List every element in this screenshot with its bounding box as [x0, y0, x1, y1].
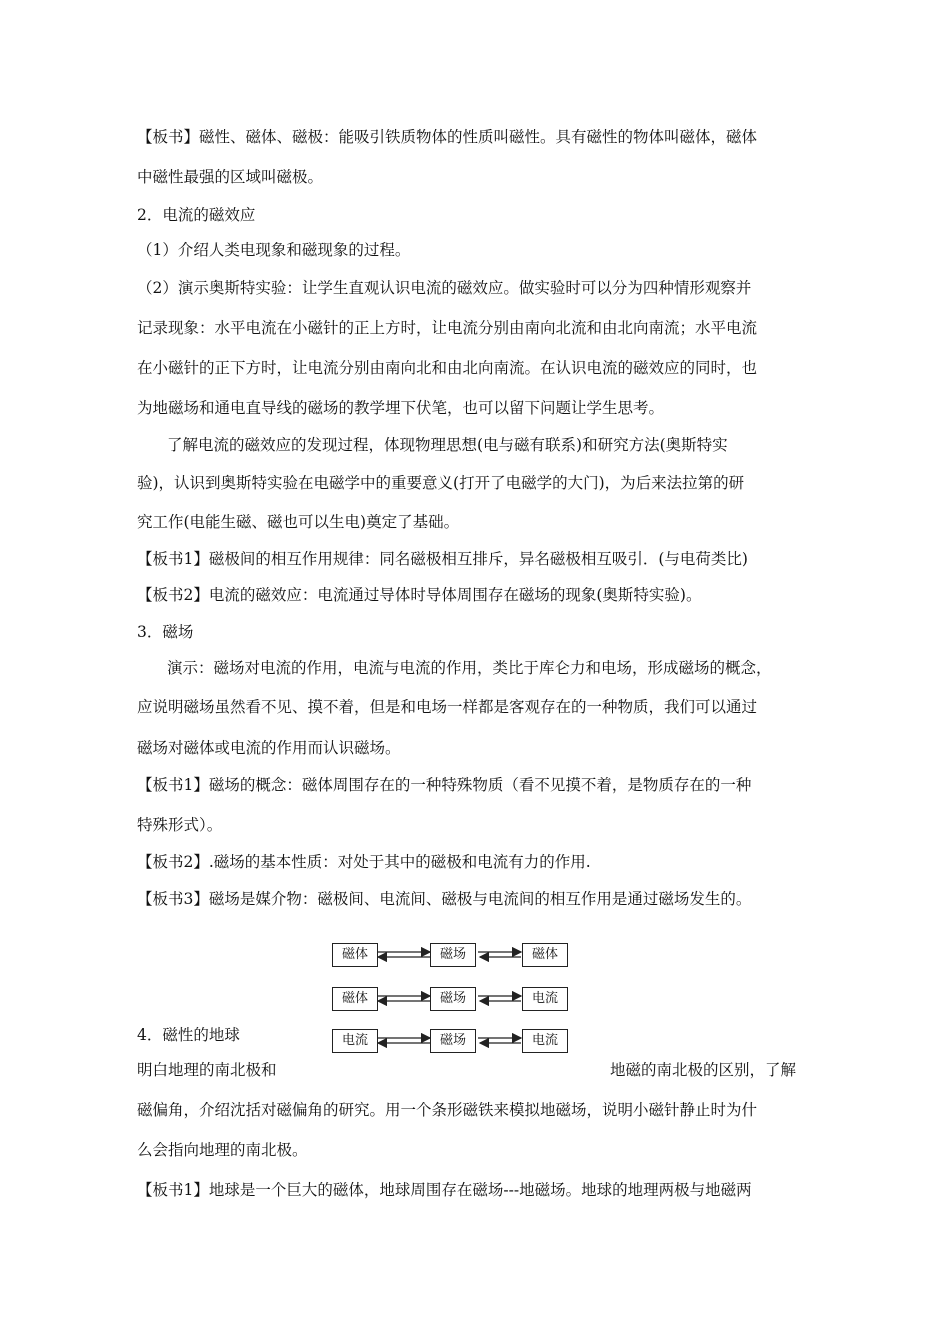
paragraph-line: 中磁性最强的区域叫磁极。: [137, 168, 324, 186]
paragraph-line: 明白地理的南北极和: [137, 1061, 277, 1079]
paragraph-line: 验)，认识到奥斯特实验在电磁学中的重要意义(打开了电磁学的大门)，为后来法拉第的研: [137, 474, 745, 492]
paragraph-line: 【板书2】电流的磁效应：电流通过导体时导体周围存在磁场的现象(奥斯特实验)。: [137, 586, 702, 604]
paragraph-line: 地磁的南北极的区别，了解: [610, 1061, 797, 1079]
diagram-box: 磁场: [430, 943, 476, 967]
paragraph-line: 【板书1】磁极间的相互作用规律：同名磁极相互排斥，异名磁极相互吸引．(与电荷类比): [137, 550, 748, 568]
diagram-box: 磁场: [430, 987, 476, 1011]
paragraph-line: 么会指向地理的南北极。: [137, 1141, 308, 1159]
diagram-box: 电流: [522, 1029, 568, 1053]
section-heading: 2．电流的磁效应: [137, 206, 256, 224]
paragraph-line: 应说明磁场虽然看不见、摸不着，但是和电场一样都是客观存在的一种物质，我们可以通过: [137, 698, 758, 716]
diagram-box: 磁体: [332, 943, 378, 967]
paragraph-line: 【板书1】地球是一个巨大的磁体，地球周围存在磁场---地磁场。地球的地理两极与地磁两: [137, 1181, 752, 1199]
paragraph-line: 磁场对磁体或电流的作用而认识磁场。: [137, 739, 401, 757]
section-heading: 4．磁性的地球: [137, 1026, 240, 1044]
paragraph-line: 特殊形式）。: [137, 816, 223, 834]
diagram-box: 磁体: [522, 943, 568, 967]
section-heading: 3．磁场: [137, 623, 194, 641]
paragraph-line: 在小磁针的正下方时，让电流分别由南向北和由北向南流。在认识电流的磁效应的同时，也: [137, 359, 758, 377]
paragraph-line: （2）演示奥斯特实验：让学生直观认识电流的磁效应。做实验时可以分为四种情形观察并: [137, 279, 752, 297]
paragraph-line: 【板书1】磁场的概念：磁体周围存在的一种特殊物质（看不见摸不着，是物质存在的一种: [137, 776, 752, 794]
paragraph-line: 【板书3】磁场是媒介物：磁极间、电流间、磁极与电流间的相互作用是通过磁场发生的。: [137, 890, 752, 908]
paragraph-line: 【板书2】.磁场的基本性质：对处于其中的磁极和电流有力的作用.: [137, 853, 591, 871]
paragraph-line: 【板书】磁性、磁体、磁极：能吸引铁质物体的性质叫磁性。具有磁性的物体叫磁体，磁体: [137, 128, 758, 146]
paragraph-line: 记录现象：水平电流在小磁针的正上方时，让电流分别由南向北流和由北向南流；水平电流: [137, 319, 758, 337]
paragraph-line: 了解电流的磁效应的发现过程，体现物理思想(电与磁有联系)和研究方法(奥斯特实: [167, 436, 728, 454]
paragraph-line: 演示：磁场对电流的作用，电流与电流的作用，类比于库仑力和电场，形成磁场的概念，: [167, 659, 772, 677]
paragraph-line: 究工作(电能生磁、磁也可以生电)奠定了基础。: [137, 513, 460, 531]
magnetic-interaction-diagram: [328, 930, 600, 1062]
diagram-box: 电流: [522, 987, 568, 1011]
diagram-box: 磁体: [332, 987, 378, 1011]
paragraph-line: 为地磁场和通电直导线的磁场的教学埋下伏笔，也可以留下问题让学生思考。: [137, 399, 665, 417]
diagram-box: 磁场: [430, 1029, 476, 1053]
diagram-box: 电流: [332, 1029, 378, 1053]
paragraph-line: （1）介绍人类电现象和磁现象的过程。: [137, 241, 411, 259]
paragraph-line: 磁偏角，介绍沈括对磁偏角的研究。用一个条形磁铁来模拟地磁场，说明小磁针静止时为什: [137, 1101, 758, 1119]
